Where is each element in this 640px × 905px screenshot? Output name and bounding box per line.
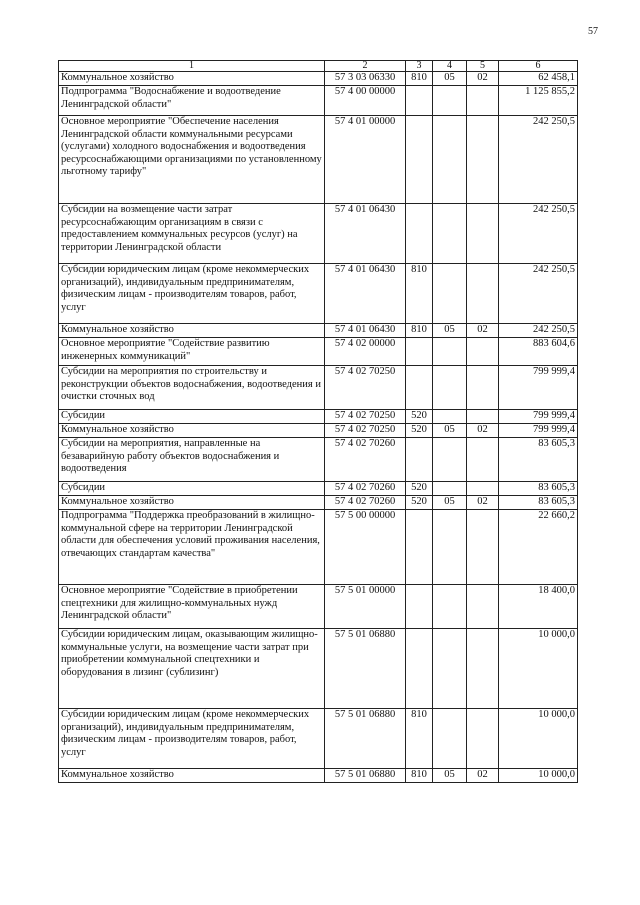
row-amount: 242 250,5 bbox=[499, 204, 578, 264]
row-vr bbox=[406, 629, 433, 709]
row-rz bbox=[433, 86, 467, 116]
row-name: Субсидии на возмещение части затрат ресурсоснабжающим организациям в связи с предоставлением коммунальных ресурсов (услуг) на территории Ленинградской области bbox=[59, 204, 325, 264]
row-code: 57 4 02 70260 bbox=[325, 482, 406, 496]
row-code: 57 5 01 00000 bbox=[325, 585, 406, 629]
row-amount: 10 000,0 bbox=[499, 709, 578, 769]
row-name: Основное мероприятие "Содействие развитию инженерных коммуникаций" bbox=[59, 338, 325, 366]
row-rz bbox=[433, 204, 467, 264]
table-row bbox=[59, 438, 578, 482]
row-name: Субсидии юридическим лицам (кроме некоммерческих организаций), индивидуальным предпринимателям, физическим лицам - производителям товаров, работ, услуг bbox=[59, 264, 325, 324]
row-rz: 05 bbox=[433, 72, 467, 86]
row-vr bbox=[406, 86, 433, 116]
row-code: 57 5 01 06880 bbox=[325, 769, 406, 783]
row-name: Подпрограмма "Водоснабжение и водоотведение Ленинградской области" bbox=[59, 86, 325, 116]
row-rz bbox=[433, 116, 467, 204]
table-row bbox=[59, 116, 578, 204]
row-code: 57 4 02 70250 bbox=[325, 366, 406, 410]
row-name: Субсидии на мероприятия, направленные на безаварийную работу объектов водоснабжения и водоотведения bbox=[59, 438, 325, 482]
row-rz: 05 bbox=[433, 324, 467, 338]
row-vr bbox=[406, 338, 433, 366]
row-name: Коммунальное хозяйство bbox=[59, 769, 325, 783]
row-code: 57 4 02 70250 bbox=[325, 424, 406, 438]
row-amount: 10 000,0 bbox=[499, 629, 578, 709]
row-amount: 242 250,5 bbox=[499, 116, 578, 204]
row-code: 57 4 02 00000 bbox=[325, 338, 406, 366]
table-row bbox=[59, 410, 578, 424]
table-row bbox=[59, 629, 578, 709]
row-vr bbox=[406, 116, 433, 204]
table-row bbox=[59, 709, 578, 769]
row-vr bbox=[406, 366, 433, 410]
row-amount: 799 999,4 bbox=[499, 366, 578, 410]
row-pr bbox=[467, 410, 499, 424]
row-code: 57 5 01 06880 bbox=[325, 709, 406, 769]
row-code: 57 3 03 06330 bbox=[325, 72, 406, 86]
row-name: Коммунальное хозяйство bbox=[59, 72, 325, 86]
row-name: Основное мероприятие "Содействие в приобретении спецтехники для жилищно-коммунальных нужд Ленинградской области" bbox=[59, 585, 325, 629]
row-vr: 520 bbox=[406, 410, 433, 424]
row-vr: 520 bbox=[406, 424, 433, 438]
row-code: 57 4 01 06430 bbox=[325, 204, 406, 264]
row-pr bbox=[467, 709, 499, 769]
row-amount: 83 605,3 bbox=[499, 482, 578, 496]
table-row bbox=[59, 769, 578, 783]
row-rz bbox=[433, 438, 467, 482]
row-amount: 10 000,0 bbox=[499, 769, 578, 783]
row-rz bbox=[433, 709, 467, 769]
row-amount: 242 250,5 bbox=[499, 324, 578, 338]
row-amount: 883 604,6 bbox=[499, 338, 578, 366]
row-vr bbox=[406, 510, 433, 585]
row-name: Субсидии bbox=[59, 410, 325, 424]
row-code: 57 4 01 00000 bbox=[325, 116, 406, 204]
row-pr bbox=[467, 510, 499, 585]
column-header-3: 3 bbox=[406, 61, 433, 72]
table-row bbox=[59, 264, 578, 324]
row-pr bbox=[467, 366, 499, 410]
row-rz bbox=[433, 482, 467, 496]
row-name: Субсидии юридическим лицам (кроме некоммерческих организаций), индивидуальным предпринимателям, физическим лицам - производителям товаров, работ, услуг bbox=[59, 709, 325, 769]
row-rz: 05 bbox=[433, 496, 467, 510]
row-amount: 83 605,3 bbox=[499, 496, 578, 510]
table-header-row bbox=[59, 61, 578, 72]
row-amount: 83 605,3 bbox=[499, 438, 578, 482]
row-name: Коммунальное хозяйство bbox=[59, 324, 325, 338]
row-name: Субсидии на мероприятия по строительству и реконструкции объектов водоснабжения, водоотведения и очистки сточных вод bbox=[59, 366, 325, 410]
row-pr bbox=[467, 585, 499, 629]
column-header-1: 1 bbox=[59, 61, 325, 72]
row-pr: 02 bbox=[467, 72, 499, 86]
row-name: Основное мероприятие "Обеспечение населения Ленинградской области коммунальными ресурсами (услугами) холодного водоснабжения и водоотведения ресурсоснабжающими организациями по установленному льготному тарифу" bbox=[59, 116, 325, 204]
row-code: 57 4 02 70260 bbox=[325, 496, 406, 510]
row-rz bbox=[433, 338, 467, 366]
row-code: 57 4 02 70260 bbox=[325, 438, 406, 482]
row-pr bbox=[467, 116, 499, 204]
table-row bbox=[59, 585, 578, 629]
row-code: 57 4 01 06430 bbox=[325, 324, 406, 338]
row-rz bbox=[433, 264, 467, 324]
row-amount: 18 400,0 bbox=[499, 585, 578, 629]
column-header-6: 6 bbox=[499, 61, 578, 72]
row-vr: 520 bbox=[406, 496, 433, 510]
row-rz bbox=[433, 585, 467, 629]
row-amount: 22 660,2 bbox=[499, 510, 578, 585]
row-code: 57 4 02 70250 bbox=[325, 410, 406, 424]
row-pr: 02 bbox=[467, 324, 499, 338]
row-pr bbox=[467, 482, 499, 496]
row-code: 57 4 00 00000 bbox=[325, 86, 406, 116]
row-rz: 05 bbox=[433, 769, 467, 783]
column-header-2: 2 bbox=[325, 61, 406, 72]
table-row bbox=[59, 324, 578, 338]
row-name: Коммунальное хозяйство bbox=[59, 424, 325, 438]
row-pr bbox=[467, 86, 499, 116]
row-vr bbox=[406, 438, 433, 482]
row-amount: 242 250,5 bbox=[499, 264, 578, 324]
table-row bbox=[59, 366, 578, 410]
row-code: 57 4 01 06430 bbox=[325, 264, 406, 324]
row-name: Подпрограмма "Поддержка преобразований в жилищно-коммунальной сфере на территории Ленинградской области для обеспечения условий проживания населения, отвечающих стандартам качества" bbox=[59, 510, 325, 585]
table-row bbox=[59, 86, 578, 116]
row-code: 57 5 00 00000 bbox=[325, 510, 406, 585]
row-amount: 62 458,1 bbox=[499, 72, 578, 86]
row-vr: 810 bbox=[406, 709, 433, 769]
table-row bbox=[59, 72, 578, 86]
row-vr bbox=[406, 585, 433, 629]
row-pr bbox=[467, 338, 499, 366]
row-name: Коммунальное хозяйство bbox=[59, 496, 325, 510]
table-row bbox=[59, 510, 578, 585]
row-rz bbox=[433, 510, 467, 585]
row-rz: 05 bbox=[433, 424, 467, 438]
row-vr: 810 bbox=[406, 72, 433, 86]
table-row bbox=[59, 496, 578, 510]
page-number: 57 bbox=[588, 26, 598, 37]
row-vr: 520 bbox=[406, 482, 433, 496]
table-row bbox=[59, 204, 578, 264]
row-name: Субсидии bbox=[59, 482, 325, 496]
row-pr bbox=[467, 629, 499, 709]
row-vr: 810 bbox=[406, 769, 433, 783]
row-vr: 810 bbox=[406, 324, 433, 338]
row-name: Субсидии юридическим лицам, оказывающим жилищно-коммунальные услуги, на возмещение части затрат при приобретении коммунальной спецтехники и оборудования в лизинг (сублизинг) bbox=[59, 629, 325, 709]
column-header-5: 5 bbox=[467, 61, 499, 72]
row-rz bbox=[433, 366, 467, 410]
table-row bbox=[59, 482, 578, 496]
row-pr: 02 bbox=[467, 769, 499, 783]
row-amount: 1 125 855,2 bbox=[499, 86, 578, 116]
table-row bbox=[59, 338, 578, 366]
row-pr: 02 bbox=[467, 424, 499, 438]
row-vr: 810 bbox=[406, 264, 433, 324]
row-code: 57 5 01 06880 bbox=[325, 629, 406, 709]
column-header-4: 4 bbox=[433, 61, 467, 72]
row-pr: 02 bbox=[467, 496, 499, 510]
row-pr bbox=[467, 438, 499, 482]
budget-table bbox=[58, 60, 578, 783]
row-vr bbox=[406, 204, 433, 264]
row-rz bbox=[433, 629, 467, 709]
row-pr bbox=[467, 204, 499, 264]
row-rz bbox=[433, 410, 467, 424]
row-amount: 799 999,4 bbox=[499, 424, 578, 438]
row-amount: 799 999,4 bbox=[499, 410, 578, 424]
row-pr bbox=[467, 264, 499, 324]
table-row bbox=[59, 424, 578, 438]
